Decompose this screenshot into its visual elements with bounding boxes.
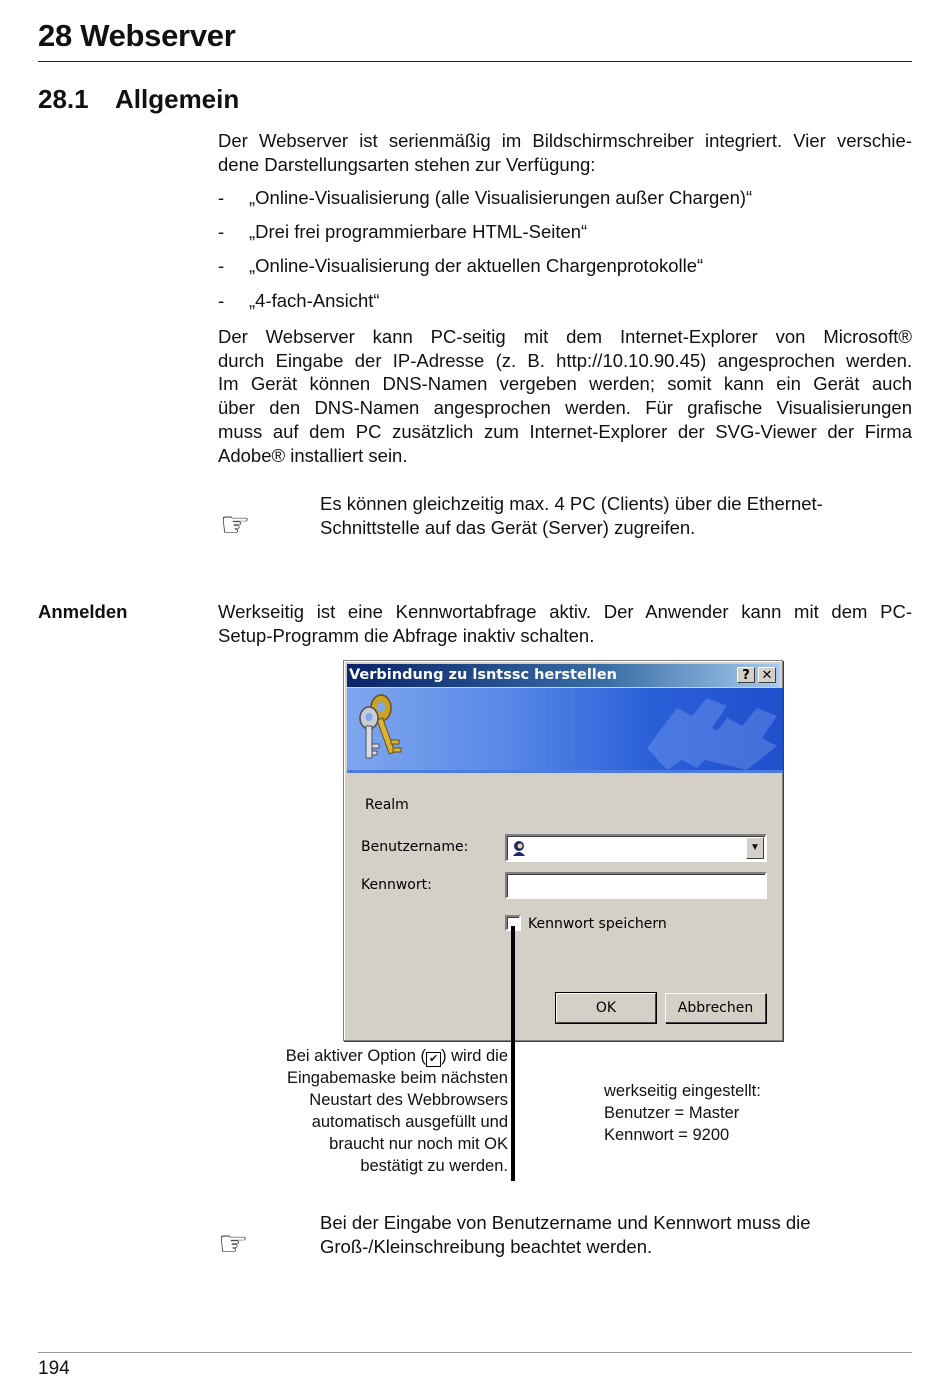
list-item <box>218 290 918 324</box>
password-field[interactable] <box>505 872 767 899</box>
note-clients <box>320 492 823 539</box>
view-types-list <box>218 187 918 324</box>
list-dash: - <box>218 289 225 311</box>
list-dash: - <box>218 221 225 243</box>
user-icon <box>511 839 527 857</box>
footer-divider <box>38 1352 912 1353</box>
callout-text: ) wird die <box>441 1047 508 1065</box>
note-line: Es können gleichzeitig max. 4 PC (Clients) über die Ethernet- <box>320 493 823 514</box>
list-item <box>218 187 918 221</box>
list-item <box>218 221 918 255</box>
callout-text: Bei aktiver Option ( <box>285 1047 427 1065</box>
callout-line-text: bestätigt zu werden. <box>360 1157 508 1175</box>
paragraph-line: Im Gerät können DNS-Namen vergeben werden; somit kann ein Gerät auch <box>218 373 912 395</box>
callout-line-text <box>238 1045 508 1067</box>
chapter-title: 28 Webserver <box>38 18 236 53</box>
close-button[interactable]: ✕ <box>758 667 776 683</box>
realm-label: Realm <box>365 797 409 813</box>
list-item-text: „4-fach-Ansicht“ <box>249 289 380 311</box>
list-dash: - <box>218 255 225 277</box>
password-label: Kennwort: <box>361 877 432 893</box>
list-item-text: „Online-Visualisierung der aktuellen Chargenprotokolle“ <box>249 255 704 277</box>
intro-paragraph <box>218 129 912 176</box>
chevron-down-icon[interactable]: ▼ <box>746 837 764 859</box>
banner-divider <box>347 770 783 773</box>
anmelden-paragraph <box>218 600 912 647</box>
list-item <box>218 255 918 289</box>
paragraph-line: Der Webserver kann PC-seitig mit dem Internet-Explorer von Microsoft® <box>218 326 912 347</box>
callout-line-text: Eingabemaske beim nächsten <box>286 1069 508 1087</box>
callout-line-text: Neustart des Webbrowsers <box>309 1091 508 1109</box>
callout-line-text: werkseitig eingestellt: <box>604 1082 761 1100</box>
paragraph-line: Werkseitig ist eine Kennwortabfrage aktiv. Der Anwender kann mit dem PC- <box>218 601 912 622</box>
username-combobox[interactable] <box>505 834 767 862</box>
intro-line: dene Darstellungsarten stehen zur Verfügung: <box>218 153 596 175</box>
note-line: Groß-/Kleinschreibung beachtet werden. <box>320 1235 653 1257</box>
note-line: Bei der Eingabe von Benutzername und Kennwort muss die <box>320 1212 811 1233</box>
dialog-title: Verbindung zu lsntssc herstellen <box>349 667 617 683</box>
note-line: Schnittstelle auf das Gerät (Server) zugreifen. <box>320 516 696 538</box>
paragraph-line: Adobe® installiert sein. <box>218 444 408 466</box>
list-item-text: „Online-Visualisierung (alle Visualisierungen außer Chargen)“ <box>249 187 753 208</box>
paragraph-line: durch Eingabe der IP-Adresse (z. B. http://10.10.90.45) angesprochen werden. <box>218 349 912 371</box>
callout-line-text: Kennwort = 9200 <box>604 1126 730 1144</box>
intro-line: Der Webserver ist serienmäßig im Bildschirmschreiber integriert. Vier verschie- <box>218 130 912 151</box>
callout-line <box>511 926 515 1181</box>
dialog-titlebar <box>347 664 779 687</box>
webserver-access-paragraph <box>218 325 912 467</box>
cancel-button[interactable]: Abbrechen <box>665 993 766 1023</box>
paragraph-line: über den DNS-Namen angesprochen werden. Für grafische Visualisierungen <box>218 397 912 419</box>
callout-line-text: automatisch ausgefüllt und <box>311 1113 508 1131</box>
list-item-text: „Drei frei programmierbare HTML-Seiten“ <box>249 221 588 243</box>
paragraph-line: Setup-Programm die Abfrage inaktiv schalten. <box>218 624 595 646</box>
section-title: Allgemein <box>115 84 240 114</box>
help-button[interactable]: ? <box>737 667 755 683</box>
pointing-hand-icon: ☞ <box>218 1225 249 1263</box>
keys-icon <box>347 688 783 770</box>
pointing-hand-icon: ☞ <box>220 506 251 544</box>
callout-default-credentials <box>604 1080 761 1146</box>
chapter-divider <box>38 61 912 62</box>
save-password-label[interactable]: Kennwort speichern <box>528 916 667 932</box>
note-case-sensitive <box>320 1211 811 1258</box>
callout-line-text: braucht nur noch mit OK <box>329 1135 508 1153</box>
dialog-banner <box>347 688 783 770</box>
login-dialog <box>343 660 783 1041</box>
paragraph-line: muss auf dem PC zusätzlich zum Internet-Explorer der SVG-Viewer der Firma <box>218 420 912 442</box>
callout-line-text: Benutzer = Master <box>604 1104 740 1122</box>
checked-checkbox-icon: ✔ <box>426 1052 441 1067</box>
page-number: 194 <box>38 1358 70 1379</box>
username-label: Benutzername: <box>361 839 469 855</box>
callout-save-password <box>238 1045 508 1177</box>
section-number: 28.1 <box>38 84 89 114</box>
list-dash: - <box>218 187 225 208</box>
ok-button[interactable]: OK <box>556 993 656 1023</box>
side-label-anmelden: Anmelden <box>38 601 128 622</box>
